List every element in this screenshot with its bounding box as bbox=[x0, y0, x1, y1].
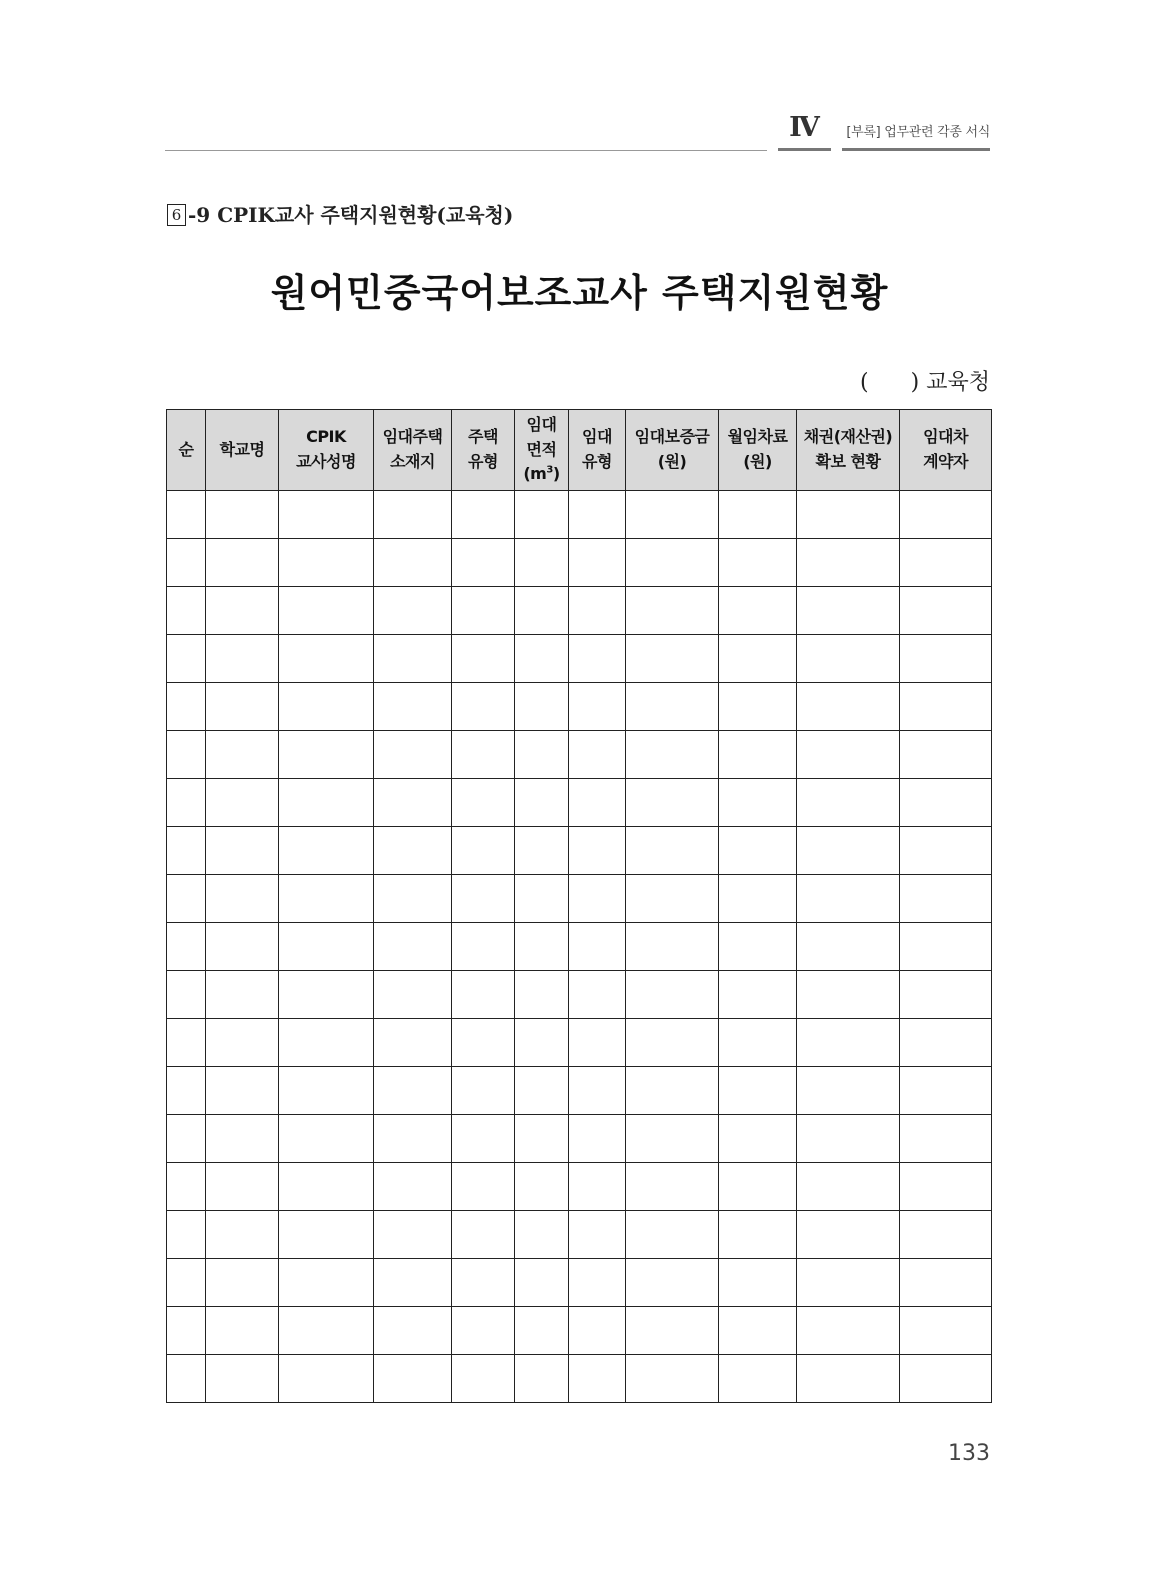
table-cell[interactable] bbox=[719, 779, 797, 827]
table-cell[interactable] bbox=[797, 635, 900, 683]
table-cell[interactable] bbox=[797, 1115, 900, 1163]
table-cell[interactable] bbox=[515, 1259, 569, 1307]
table-cell[interactable] bbox=[206, 779, 279, 827]
table-row bbox=[167, 635, 992, 683]
table-cell[interactable] bbox=[797, 1211, 900, 1259]
table-cell[interactable] bbox=[719, 587, 797, 635]
table-cell[interactable] bbox=[452, 539, 515, 587]
col-header-housing-location: 임대주택 소재지 bbox=[374, 410, 452, 491]
table-cell[interactable] bbox=[452, 827, 515, 875]
table-cell[interactable] bbox=[279, 875, 374, 923]
table-cell[interactable] bbox=[374, 923, 452, 971]
table-cell[interactable] bbox=[206, 731, 279, 779]
table-cell[interactable] bbox=[452, 587, 515, 635]
table-cell[interactable] bbox=[374, 827, 452, 875]
table-cell[interactable] bbox=[900, 1211, 992, 1259]
table-cell[interactable] bbox=[167, 1019, 206, 1067]
table-cell[interactable] bbox=[515, 779, 569, 827]
table-cell[interactable] bbox=[900, 1067, 992, 1115]
table-cell[interactable] bbox=[569, 827, 626, 875]
table-cell[interactable] bbox=[452, 1211, 515, 1259]
table-cell[interactable] bbox=[374, 587, 452, 635]
table-cell[interactable] bbox=[719, 1115, 797, 1163]
table-cell[interactable] bbox=[569, 971, 626, 1019]
table-cell[interactable] bbox=[452, 875, 515, 923]
table-row bbox=[167, 1067, 992, 1115]
table-cell[interactable] bbox=[900, 827, 992, 875]
table-cell[interactable] bbox=[900, 1163, 992, 1211]
table-cell[interactable] bbox=[900, 923, 992, 971]
table-cell[interactable] bbox=[719, 971, 797, 1019]
table-cell[interactable] bbox=[452, 1115, 515, 1163]
table-cell[interactable] bbox=[797, 779, 900, 827]
table-cell[interactable] bbox=[167, 1211, 206, 1259]
table-cell[interactable] bbox=[626, 923, 719, 971]
table-cell[interactable] bbox=[279, 683, 374, 731]
table-cell[interactable] bbox=[206, 1259, 279, 1307]
section-number-box: 6 bbox=[167, 204, 186, 226]
table-cell[interactable] bbox=[167, 827, 206, 875]
office-close-paren: ) bbox=[910, 370, 920, 395]
table-cell[interactable] bbox=[626, 1355, 719, 1403]
section-heading bbox=[167, 199, 513, 228]
table-cell[interactable] bbox=[900, 635, 992, 683]
table-cell[interactable] bbox=[167, 1115, 206, 1163]
chapter-number: Ⅳ bbox=[789, 112, 820, 143]
table-cell[interactable] bbox=[626, 539, 719, 587]
col-header-deposit: 임대보증금 (원) bbox=[626, 410, 719, 491]
table-cell[interactable] bbox=[167, 779, 206, 827]
table-cell[interactable] bbox=[515, 875, 569, 923]
table-cell[interactable] bbox=[900, 875, 992, 923]
table-cell[interactable] bbox=[279, 539, 374, 587]
table-cell[interactable] bbox=[797, 827, 900, 875]
table-cell[interactable] bbox=[900, 683, 992, 731]
table-cell[interactable] bbox=[797, 731, 900, 779]
table-cell[interactable] bbox=[719, 1307, 797, 1355]
table-cell[interactable] bbox=[515, 1355, 569, 1403]
table-cell[interactable] bbox=[515, 971, 569, 1019]
table-cell[interactable] bbox=[206, 875, 279, 923]
office-label: 교육청 bbox=[926, 370, 990, 395]
table-cell[interactable] bbox=[374, 1307, 452, 1355]
table-cell[interactable] bbox=[626, 827, 719, 875]
table-cell[interactable] bbox=[452, 491, 515, 539]
table-row bbox=[167, 779, 992, 827]
col-header-lease-type: 임대 유형 bbox=[569, 410, 626, 491]
table-cell[interactable] bbox=[374, 1259, 452, 1307]
table-cell[interactable] bbox=[797, 971, 900, 1019]
table-cell[interactable] bbox=[719, 875, 797, 923]
table-cell[interactable] bbox=[167, 635, 206, 683]
table-cell[interactable] bbox=[900, 971, 992, 1019]
table-cell[interactable] bbox=[167, 923, 206, 971]
table-row bbox=[167, 1019, 992, 1067]
document-title: 원어민중국어보조교사 주택지원현황 bbox=[270, 271, 889, 315]
table-row bbox=[167, 875, 992, 923]
chapter-title: [부록] 업무관련 각종 서식 bbox=[846, 125, 990, 140]
table-cell[interactable] bbox=[206, 539, 279, 587]
table-cell[interactable] bbox=[279, 1211, 374, 1259]
table-cell[interactable] bbox=[374, 1019, 452, 1067]
table-cell[interactable] bbox=[206, 827, 279, 875]
table-cell[interactable] bbox=[206, 1067, 279, 1115]
table-cell[interactable] bbox=[515, 731, 569, 779]
header-rule bbox=[165, 150, 767, 151]
table-cell[interactable] bbox=[626, 971, 719, 1019]
table-cell[interactable] bbox=[900, 731, 992, 779]
table-cell[interactable] bbox=[515, 1307, 569, 1355]
table-cell[interactable] bbox=[900, 1355, 992, 1403]
table-cell[interactable] bbox=[515, 587, 569, 635]
table-cell[interactable] bbox=[626, 683, 719, 731]
table-cell[interactable] bbox=[900, 587, 992, 635]
table-cell[interactable] bbox=[206, 971, 279, 1019]
table-cell[interactable] bbox=[452, 1163, 515, 1211]
table-cell[interactable] bbox=[452, 683, 515, 731]
table-cell[interactable] bbox=[515, 635, 569, 683]
table-cell[interactable] bbox=[719, 923, 797, 971]
table-cell[interactable] bbox=[719, 1355, 797, 1403]
office-line bbox=[860, 365, 990, 396]
table-cell[interactable] bbox=[900, 779, 992, 827]
table-cell[interactable] bbox=[279, 1307, 374, 1355]
table-cell[interactable] bbox=[374, 683, 452, 731]
table-cell[interactable] bbox=[206, 1307, 279, 1355]
table-cell[interactable] bbox=[719, 731, 797, 779]
section-label: CPIK교사 주택지원현황(교육청) bbox=[217, 203, 514, 227]
table-cell[interactable] bbox=[279, 1163, 374, 1211]
table-cell[interactable] bbox=[719, 635, 797, 683]
table-cell[interactable] bbox=[374, 1355, 452, 1403]
table-cell[interactable] bbox=[515, 1115, 569, 1163]
table-cell[interactable] bbox=[167, 1067, 206, 1115]
table-cell[interactable] bbox=[626, 875, 719, 923]
table-cell[interactable] bbox=[452, 1355, 515, 1403]
table-cell[interactable] bbox=[167, 491, 206, 539]
table-cell[interactable] bbox=[279, 1115, 374, 1163]
office-open-paren: ( bbox=[860, 370, 869, 395]
table-cell[interactable] bbox=[719, 1211, 797, 1259]
table-cell[interactable] bbox=[279, 923, 374, 971]
table-cell[interactable] bbox=[515, 923, 569, 971]
table-cell[interactable] bbox=[167, 539, 206, 587]
table-cell[interactable] bbox=[515, 539, 569, 587]
table-cell[interactable] bbox=[900, 539, 992, 587]
table-body bbox=[167, 491, 992, 1403]
table-cell[interactable] bbox=[797, 1355, 900, 1403]
table-row bbox=[167, 1211, 992, 1259]
table-cell[interactable] bbox=[279, 731, 374, 779]
table-cell[interactable] bbox=[797, 539, 900, 587]
col-header-monthly-rent: 월임차료 (원) bbox=[719, 410, 797, 491]
table-cell[interactable] bbox=[626, 1115, 719, 1163]
table-cell[interactable] bbox=[569, 1355, 626, 1403]
table-cell[interactable] bbox=[515, 491, 569, 539]
table-cell[interactable] bbox=[452, 731, 515, 779]
table-cell[interactable] bbox=[167, 683, 206, 731]
table-cell[interactable] bbox=[374, 1067, 452, 1115]
table-cell[interactable] bbox=[797, 875, 900, 923]
table-cell[interactable] bbox=[626, 731, 719, 779]
table-row bbox=[167, 731, 992, 779]
table-cell[interactable] bbox=[374, 1115, 452, 1163]
chapter-title-underline bbox=[842, 148, 990, 151]
table-row bbox=[167, 539, 992, 587]
table-cell[interactable] bbox=[797, 1067, 900, 1115]
table-cell[interactable] bbox=[626, 1163, 719, 1211]
table-cell[interactable] bbox=[569, 539, 626, 587]
table-cell[interactable] bbox=[452, 779, 515, 827]
table-cell[interactable] bbox=[515, 1211, 569, 1259]
table-cell[interactable] bbox=[626, 491, 719, 539]
table-cell[interactable] bbox=[452, 923, 515, 971]
col-header-contractor: 임대차 계약자 bbox=[900, 410, 992, 491]
table-row bbox=[167, 1307, 992, 1355]
table-cell[interactable] bbox=[279, 635, 374, 683]
table-cell[interactable] bbox=[626, 635, 719, 683]
table-cell[interactable] bbox=[167, 1355, 206, 1403]
table-cell[interactable] bbox=[374, 491, 452, 539]
table-cell[interactable] bbox=[569, 1163, 626, 1211]
table-cell[interactable] bbox=[206, 587, 279, 635]
table-cell[interactable] bbox=[167, 1259, 206, 1307]
table-row bbox=[167, 1115, 992, 1163]
table-row bbox=[167, 587, 992, 635]
table-cell[interactable] bbox=[279, 1019, 374, 1067]
table-cell[interactable] bbox=[452, 1067, 515, 1115]
section-suffix: -9 bbox=[188, 203, 211, 227]
table-row bbox=[167, 1163, 992, 1211]
table-cell[interactable] bbox=[719, 491, 797, 539]
table-cell[interactable] bbox=[569, 635, 626, 683]
table-cell[interactable] bbox=[374, 875, 452, 923]
table-cell[interactable] bbox=[206, 1163, 279, 1211]
table-cell[interactable] bbox=[206, 1355, 279, 1403]
col-header-order: 순 bbox=[167, 410, 206, 491]
table-cell[interactable] bbox=[797, 683, 900, 731]
table-cell[interactable] bbox=[569, 779, 626, 827]
table-row bbox=[167, 491, 992, 539]
table-cell[interactable] bbox=[515, 1067, 569, 1115]
housing-support-table bbox=[166, 409, 992, 1403]
table-cell[interactable] bbox=[279, 827, 374, 875]
table-cell[interactable] bbox=[279, 491, 374, 539]
table-cell[interactable] bbox=[626, 587, 719, 635]
table-cell[interactable] bbox=[719, 1067, 797, 1115]
table-cell[interactable] bbox=[206, 1115, 279, 1163]
table-cell[interactable] bbox=[279, 1067, 374, 1115]
table-cell[interactable] bbox=[797, 1307, 900, 1355]
table-cell[interactable] bbox=[569, 1019, 626, 1067]
table-cell[interactable] bbox=[900, 1307, 992, 1355]
table-cell[interactable] bbox=[569, 1067, 626, 1115]
table-cell[interactable] bbox=[719, 1259, 797, 1307]
table-row bbox=[167, 683, 992, 731]
table-cell[interactable] bbox=[206, 923, 279, 971]
table-cell[interactable] bbox=[206, 1211, 279, 1259]
table-cell[interactable] bbox=[374, 1163, 452, 1211]
table-cell[interactable] bbox=[900, 1259, 992, 1307]
table-cell[interactable] bbox=[900, 491, 992, 539]
table-row bbox=[167, 1355, 992, 1403]
table-cell[interactable] bbox=[374, 1211, 452, 1259]
col-header-housing-type: 주택 유형 bbox=[452, 410, 515, 491]
page-number: 133 bbox=[948, 1441, 990, 1466]
table-cell[interactable] bbox=[279, 587, 374, 635]
table-cell[interactable] bbox=[515, 683, 569, 731]
table-cell[interactable] bbox=[452, 1307, 515, 1355]
table-cell[interactable] bbox=[279, 1355, 374, 1403]
table-cell[interactable] bbox=[167, 587, 206, 635]
table-cell[interactable] bbox=[206, 683, 279, 731]
col-header-school: 학교명 bbox=[206, 410, 279, 491]
table-cell[interactable] bbox=[167, 1163, 206, 1211]
chapter-number-underline bbox=[778, 148, 831, 151]
table-cell[interactable] bbox=[515, 827, 569, 875]
table-cell[interactable] bbox=[626, 1211, 719, 1259]
table-cell[interactable] bbox=[719, 683, 797, 731]
table-cell[interactable] bbox=[569, 683, 626, 731]
table-cell[interactable] bbox=[569, 1115, 626, 1163]
table-cell[interactable] bbox=[719, 1163, 797, 1211]
table-cell[interactable] bbox=[452, 1259, 515, 1307]
table-cell[interactable] bbox=[569, 1307, 626, 1355]
table-cell[interactable] bbox=[626, 1307, 719, 1355]
table-row bbox=[167, 1259, 992, 1307]
table-cell[interactable] bbox=[719, 539, 797, 587]
table-cell[interactable] bbox=[374, 635, 452, 683]
table-row bbox=[167, 971, 992, 1019]
table-cell[interactable] bbox=[569, 491, 626, 539]
table-cell[interactable] bbox=[374, 971, 452, 1019]
table-cell[interactable] bbox=[719, 1019, 797, 1067]
table-cell[interactable] bbox=[374, 779, 452, 827]
table-cell[interactable] bbox=[626, 1067, 719, 1115]
table-cell[interactable] bbox=[279, 779, 374, 827]
table-row bbox=[167, 827, 992, 875]
table-cell[interactable] bbox=[797, 1259, 900, 1307]
table-cell[interactable] bbox=[167, 1307, 206, 1355]
table-cell[interactable] bbox=[900, 1019, 992, 1067]
table-cell[interactable] bbox=[626, 1019, 719, 1067]
table-cell[interactable] bbox=[279, 1259, 374, 1307]
table-cell[interactable] bbox=[569, 923, 626, 971]
table-cell[interactable] bbox=[206, 635, 279, 683]
table-cell[interactable] bbox=[797, 1163, 900, 1211]
table-cell[interactable] bbox=[797, 587, 900, 635]
table-cell[interactable] bbox=[569, 1211, 626, 1259]
col-header-claim-status: 채권(재산권) 확보 현황 bbox=[797, 410, 900, 491]
col-header-teacher-name: CPIK 교사성명 bbox=[279, 410, 374, 491]
table-cell[interactable] bbox=[515, 1163, 569, 1211]
table-cell[interactable] bbox=[279, 971, 374, 1019]
table-cell[interactable] bbox=[626, 779, 719, 827]
table-cell[interactable] bbox=[452, 971, 515, 1019]
table-cell[interactable] bbox=[374, 539, 452, 587]
table-cell[interactable] bbox=[452, 1019, 515, 1067]
col-header-lease-area: 임대 면적 $(m^3)$ bbox=[515, 410, 569, 491]
table-cell[interactable] bbox=[167, 971, 206, 1019]
table-cell[interactable] bbox=[569, 1259, 626, 1307]
table-cell[interactable] bbox=[374, 731, 452, 779]
table-cell[interactable] bbox=[206, 1019, 279, 1067]
table-row bbox=[167, 923, 992, 971]
table-cell[interactable] bbox=[167, 731, 206, 779]
header-row bbox=[167, 410, 992, 491]
table-cell[interactable] bbox=[797, 923, 900, 971]
table-cell[interactable] bbox=[206, 491, 279, 539]
table-cell[interactable] bbox=[797, 491, 900, 539]
table-cell[interactable] bbox=[900, 1115, 992, 1163]
table-cell[interactable] bbox=[626, 1259, 719, 1307]
table-cell[interactable] bbox=[569, 587, 626, 635]
table-cell[interactable] bbox=[452, 635, 515, 683]
table-cell[interactable] bbox=[569, 731, 626, 779]
table-cell[interactable] bbox=[797, 1019, 900, 1067]
table-cell[interactable] bbox=[719, 827, 797, 875]
table-cell[interactable] bbox=[569, 875, 626, 923]
table-cell[interactable] bbox=[167, 875, 206, 923]
table-cell[interactable] bbox=[515, 1019, 569, 1067]
